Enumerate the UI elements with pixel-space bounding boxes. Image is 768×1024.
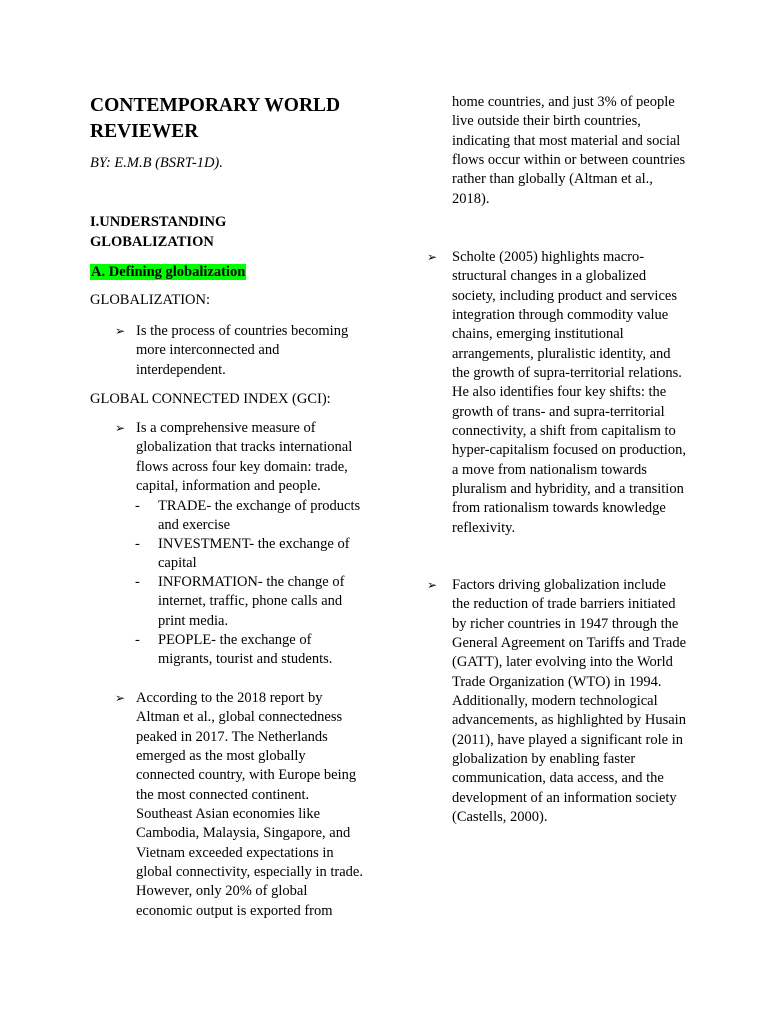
dash-marker: - — [135, 574, 140, 590]
arrow-bullet-icon: ➢ — [115, 421, 126, 435]
domain-text: INFORMATION- the change of internet, traffic, phone calls and print media. — [158, 574, 345, 629]
dash-marker: - — [135, 632, 140, 648]
continued-text: home countries, and just 3% of people live outside their birth countries, indicating that most material and social flows occur within or between countries rather than globally (Altman et al., 2018). — [452, 94, 686, 207]
dash-marker: - — [135, 536, 140, 552]
section-heading: I.UNDERSTANDING GLOBALIZATION — [90, 214, 227, 250]
bullet-text: Is the process of countries becoming more interconnected and interdependent. — [136, 323, 349, 378]
bullet-text: According to the 2018 report by Altman et al., global connectedness peaked in 2017. The Netherlands emerged as the most globally connected country, with Europe being the most connected continent. Southeast Asian economies like Cambodia, Malaysia, Singapore, and Vietnam exceeded expectations in global connectivity, especially in trade. However, only 20% of global economic output is exported from — [136, 690, 363, 919]
arrow-bullet-icon: ➢ — [115, 691, 126, 705]
bullet-text: Factors driving globalization include the reduction of trade barriers initiated by richer countries in 1947 through the General Agreement on Tariffs and Trade (GATT), later evolving into the World Trade Organization (WTO) in 1994. Additionally, modern technological advancements, as highlighted by Husain (2011), have played a significant role in globalization by enabling faster communication, data access, and the development of an information society (Castells, 2000). — [452, 577, 687, 826]
dash-marker: - — [135, 498, 140, 514]
subsection-heading — [90, 263, 246, 282]
gci-label: GLOBAL CONNECTED INDEX (GCI): — [90, 391, 331, 407]
bullet-text: Is a comprehensive measure of globalization that tracks international flows across four key domain: trade, capital, information and people. — [136, 420, 353, 495]
domain-text: TRADE- the exchange of products and exercise — [158, 498, 361, 534]
arrow-bullet-icon: ➢ — [427, 250, 438, 264]
domain-text: INVESTMENT- the exchange of capital — [158, 536, 350, 572]
document-title: CONTEMPORARY WORLD REVIEWER — [90, 95, 341, 142]
arrow-bullet-icon: ➢ — [427, 578, 438, 592]
arrow-bullet-icon: ➢ — [115, 324, 126, 338]
bullet-text: Scholte (2005) highlights macro-structural changes in a globalized society, including product and services integration through commodity value chains, emerging institutional arrangements, pluralistic identity, and the growth of supra-territorial relations. He also identifies four key shifts: the growth of trans- and supra-territorial connectivity, a shift from capitalism to hyper-capitalism focused on production, a move from nationalism towards pluralism and hybridity, and a transition from rationalism towards knowledge reflexivity. — [452, 249, 687, 536]
highlighted-subsection-text: A. Defining globalization — [91, 264, 246, 280]
byline: BY: E.M.B (BSRT-1D). — [90, 155, 223, 171]
globalization-label: GLOBALIZATION: — [90, 292, 211, 308]
domain-text: PEOPLE- the exchange of migrants, tourist and students. — [158, 632, 333, 668]
